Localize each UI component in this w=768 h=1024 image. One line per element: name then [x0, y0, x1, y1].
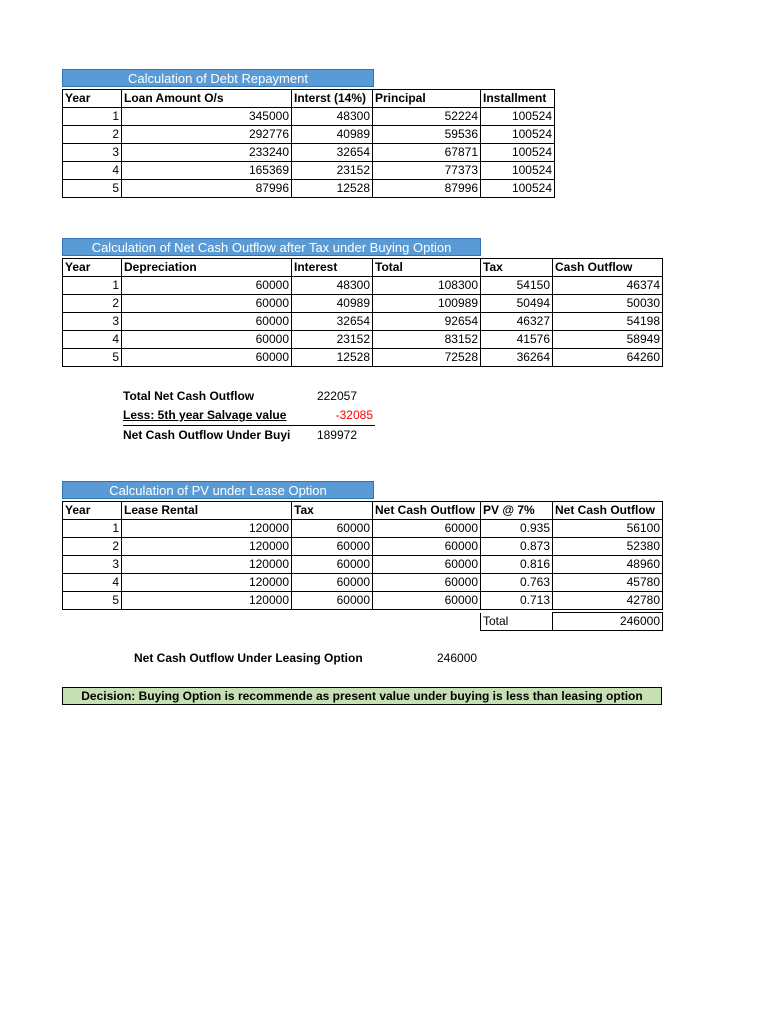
- summary-total-row: [123, 387, 375, 406]
- debt-table-title: Calculation of Debt Repayment: [62, 69, 374, 87]
- cell: 60000: [373, 556, 481, 574]
- cell: 50494: [481, 295, 553, 313]
- cell: 23152: [292, 331, 373, 349]
- header-cell: Principal: [373, 90, 481, 108]
- header-cell: Lease Rental: [122, 502, 292, 520]
- total-value: 246000: [553, 613, 663, 631]
- summary-value: -32085: [335, 408, 373, 422]
- cell: 23152: [292, 162, 373, 180]
- table-row: [63, 126, 555, 144]
- summary-value: 222057: [316, 389, 357, 403]
- cell: 120000: [122, 538, 292, 556]
- buying-summary: [123, 387, 375, 445]
- lease-total-row: [480, 612, 663, 631]
- header-cell: PV @ 7%: [481, 502, 553, 520]
- header-cell: Year: [63, 259, 122, 277]
- summary-label: Total Net Cash Outflow: [123, 389, 255, 403]
- cell: 60000: [122, 295, 292, 313]
- summary-label: Less: 5th year Salvage value: [123, 408, 287, 422]
- cell: 54198: [553, 313, 663, 331]
- cell: 120000: [122, 592, 292, 610]
- table-row: [63, 574, 663, 592]
- table-row: [63, 108, 555, 126]
- cell: 36264: [481, 349, 553, 367]
- cell: 0.935: [481, 520, 553, 538]
- leasing-summary-label: Net Cash Outflow Under Leasing Option: [134, 651, 363, 665]
- cell: 48300: [292, 277, 373, 295]
- table-row: [63, 162, 555, 180]
- buying-table-title: Calculation of Net Cash Outflow after Tax under Buying Option: [62, 238, 481, 256]
- cell: 100524: [481, 162, 555, 180]
- summary-net-row: [123, 426, 375, 445]
- cell: 0.873: [481, 538, 553, 556]
- cell: 54150: [481, 277, 553, 295]
- cell: 60000: [373, 538, 481, 556]
- cell: 233240: [122, 144, 292, 162]
- table-row: [63, 592, 663, 610]
- cell: 92654: [373, 313, 481, 331]
- cell: 40989: [292, 126, 373, 144]
- cell: 100524: [481, 180, 555, 198]
- header-cell: Interst (14%): [292, 90, 373, 108]
- cell: 60000: [292, 538, 373, 556]
- cell: 2: [63, 538, 122, 556]
- cell: 48300: [292, 108, 373, 126]
- header-cell: Installment: [481, 90, 555, 108]
- cell: 0.713: [481, 592, 553, 610]
- cell: 42780: [553, 592, 663, 610]
- header-cell: Interest: [292, 259, 373, 277]
- cell: 1: [63, 277, 122, 295]
- cell: 3: [63, 144, 122, 162]
- header-cell: Total: [373, 259, 481, 277]
- cell: 60000: [292, 520, 373, 538]
- cell: 64260: [553, 349, 663, 367]
- cell: 100524: [481, 144, 555, 162]
- cell: 3: [63, 556, 122, 574]
- cell: 59536: [373, 126, 481, 144]
- cell: 50030: [553, 295, 663, 313]
- cell: 32654: [292, 144, 373, 162]
- cell: 60000: [292, 574, 373, 592]
- cell: 52380: [553, 538, 663, 556]
- table-header-row: [63, 259, 663, 277]
- cell: 5: [63, 180, 122, 198]
- leasing-summary-value: 246000: [437, 651, 478, 665]
- cell: 1: [63, 520, 122, 538]
- table-row: [63, 277, 663, 295]
- lease-option-table: [62, 501, 663, 610]
- debt-repayment-table: [62, 89, 555, 198]
- cell: 48960: [553, 556, 663, 574]
- cell: 72528: [373, 349, 481, 367]
- table-row: [63, 331, 663, 349]
- cell: 2: [63, 126, 122, 144]
- cell: 100989: [373, 295, 481, 313]
- table-header-row: [63, 90, 555, 108]
- table-row: [63, 556, 663, 574]
- cell: 5: [63, 349, 122, 367]
- cell: 60000: [373, 520, 481, 538]
- header-cell: Tax: [481, 259, 553, 277]
- cell: 3: [63, 313, 122, 331]
- cell: 4: [63, 331, 122, 349]
- header-cell: Loan Amount O/s: [122, 90, 292, 108]
- cell: 40989: [292, 295, 373, 313]
- cell: 60000: [292, 592, 373, 610]
- cell: 87996: [373, 180, 481, 198]
- cell: 83152: [373, 331, 481, 349]
- summary-label: Net Cash Outflow Under Buyi: [123, 428, 291, 442]
- cell: 45780: [553, 574, 663, 592]
- total-label: Total: [481, 613, 553, 631]
- cell: 46327: [481, 313, 553, 331]
- cell: 5: [63, 592, 122, 610]
- table-row: [63, 349, 663, 367]
- cell: 4: [63, 574, 122, 592]
- lease-table-title: Calculation of PV under Lease Option: [62, 481, 374, 499]
- cell: 67871: [373, 144, 481, 162]
- cell: 46374: [553, 277, 663, 295]
- header-cell: Cash Outflow: [553, 259, 663, 277]
- cell: 1: [63, 108, 122, 126]
- cell: 60000: [122, 331, 292, 349]
- decision-banner: Decision: Buying Option is recommende as present value under buying is less than leasing option: [62, 687, 662, 705]
- summary-salvage-row: [123, 406, 375, 426]
- cell: 100524: [481, 126, 555, 144]
- table-row: [63, 295, 663, 313]
- cell: 60000: [292, 556, 373, 574]
- cell: 52224: [373, 108, 481, 126]
- cell: 60000: [373, 574, 481, 592]
- header-cell: Year: [63, 90, 122, 108]
- header-cell: Net Cash Outflow: [373, 502, 481, 520]
- table-row: [63, 520, 663, 538]
- cell: 120000: [122, 574, 292, 592]
- cell: 60000: [122, 277, 292, 295]
- header-cell: Tax: [292, 502, 373, 520]
- table-row: [63, 180, 555, 198]
- header-cell: Depreciation: [122, 259, 292, 277]
- cell: 120000: [122, 556, 292, 574]
- table-row: [63, 538, 663, 556]
- summary-value: 189972: [316, 428, 357, 442]
- cell: 60000: [373, 592, 481, 610]
- cell: 4: [63, 162, 122, 180]
- cell: 77373: [373, 162, 481, 180]
- table-header-row: [63, 502, 663, 520]
- cell: 12528: [292, 349, 373, 367]
- table-row: [63, 144, 555, 162]
- cell: 292776: [122, 126, 292, 144]
- cell: 87996: [122, 180, 292, 198]
- cell: 58949: [553, 331, 663, 349]
- cell: 100524: [481, 108, 555, 126]
- cell: 0.763: [481, 574, 553, 592]
- table-row: [481, 613, 663, 631]
- cell: 108300: [373, 277, 481, 295]
- cell: 345000: [122, 108, 292, 126]
- cell: 32654: [292, 313, 373, 331]
- header-cell: Net Cash Outflow: [553, 502, 663, 520]
- cell: 120000: [122, 520, 292, 538]
- table-row: [63, 313, 663, 331]
- cell: 56100: [553, 520, 663, 538]
- cell: 2: [63, 295, 122, 313]
- cell: 0.816: [481, 556, 553, 574]
- cell: 41576: [481, 331, 553, 349]
- cell: 60000: [122, 349, 292, 367]
- buying-option-table: [62, 258, 663, 367]
- cell: 12528: [292, 180, 373, 198]
- cell: 60000: [122, 313, 292, 331]
- header-cell: Year: [63, 502, 122, 520]
- cell: 165369: [122, 162, 292, 180]
